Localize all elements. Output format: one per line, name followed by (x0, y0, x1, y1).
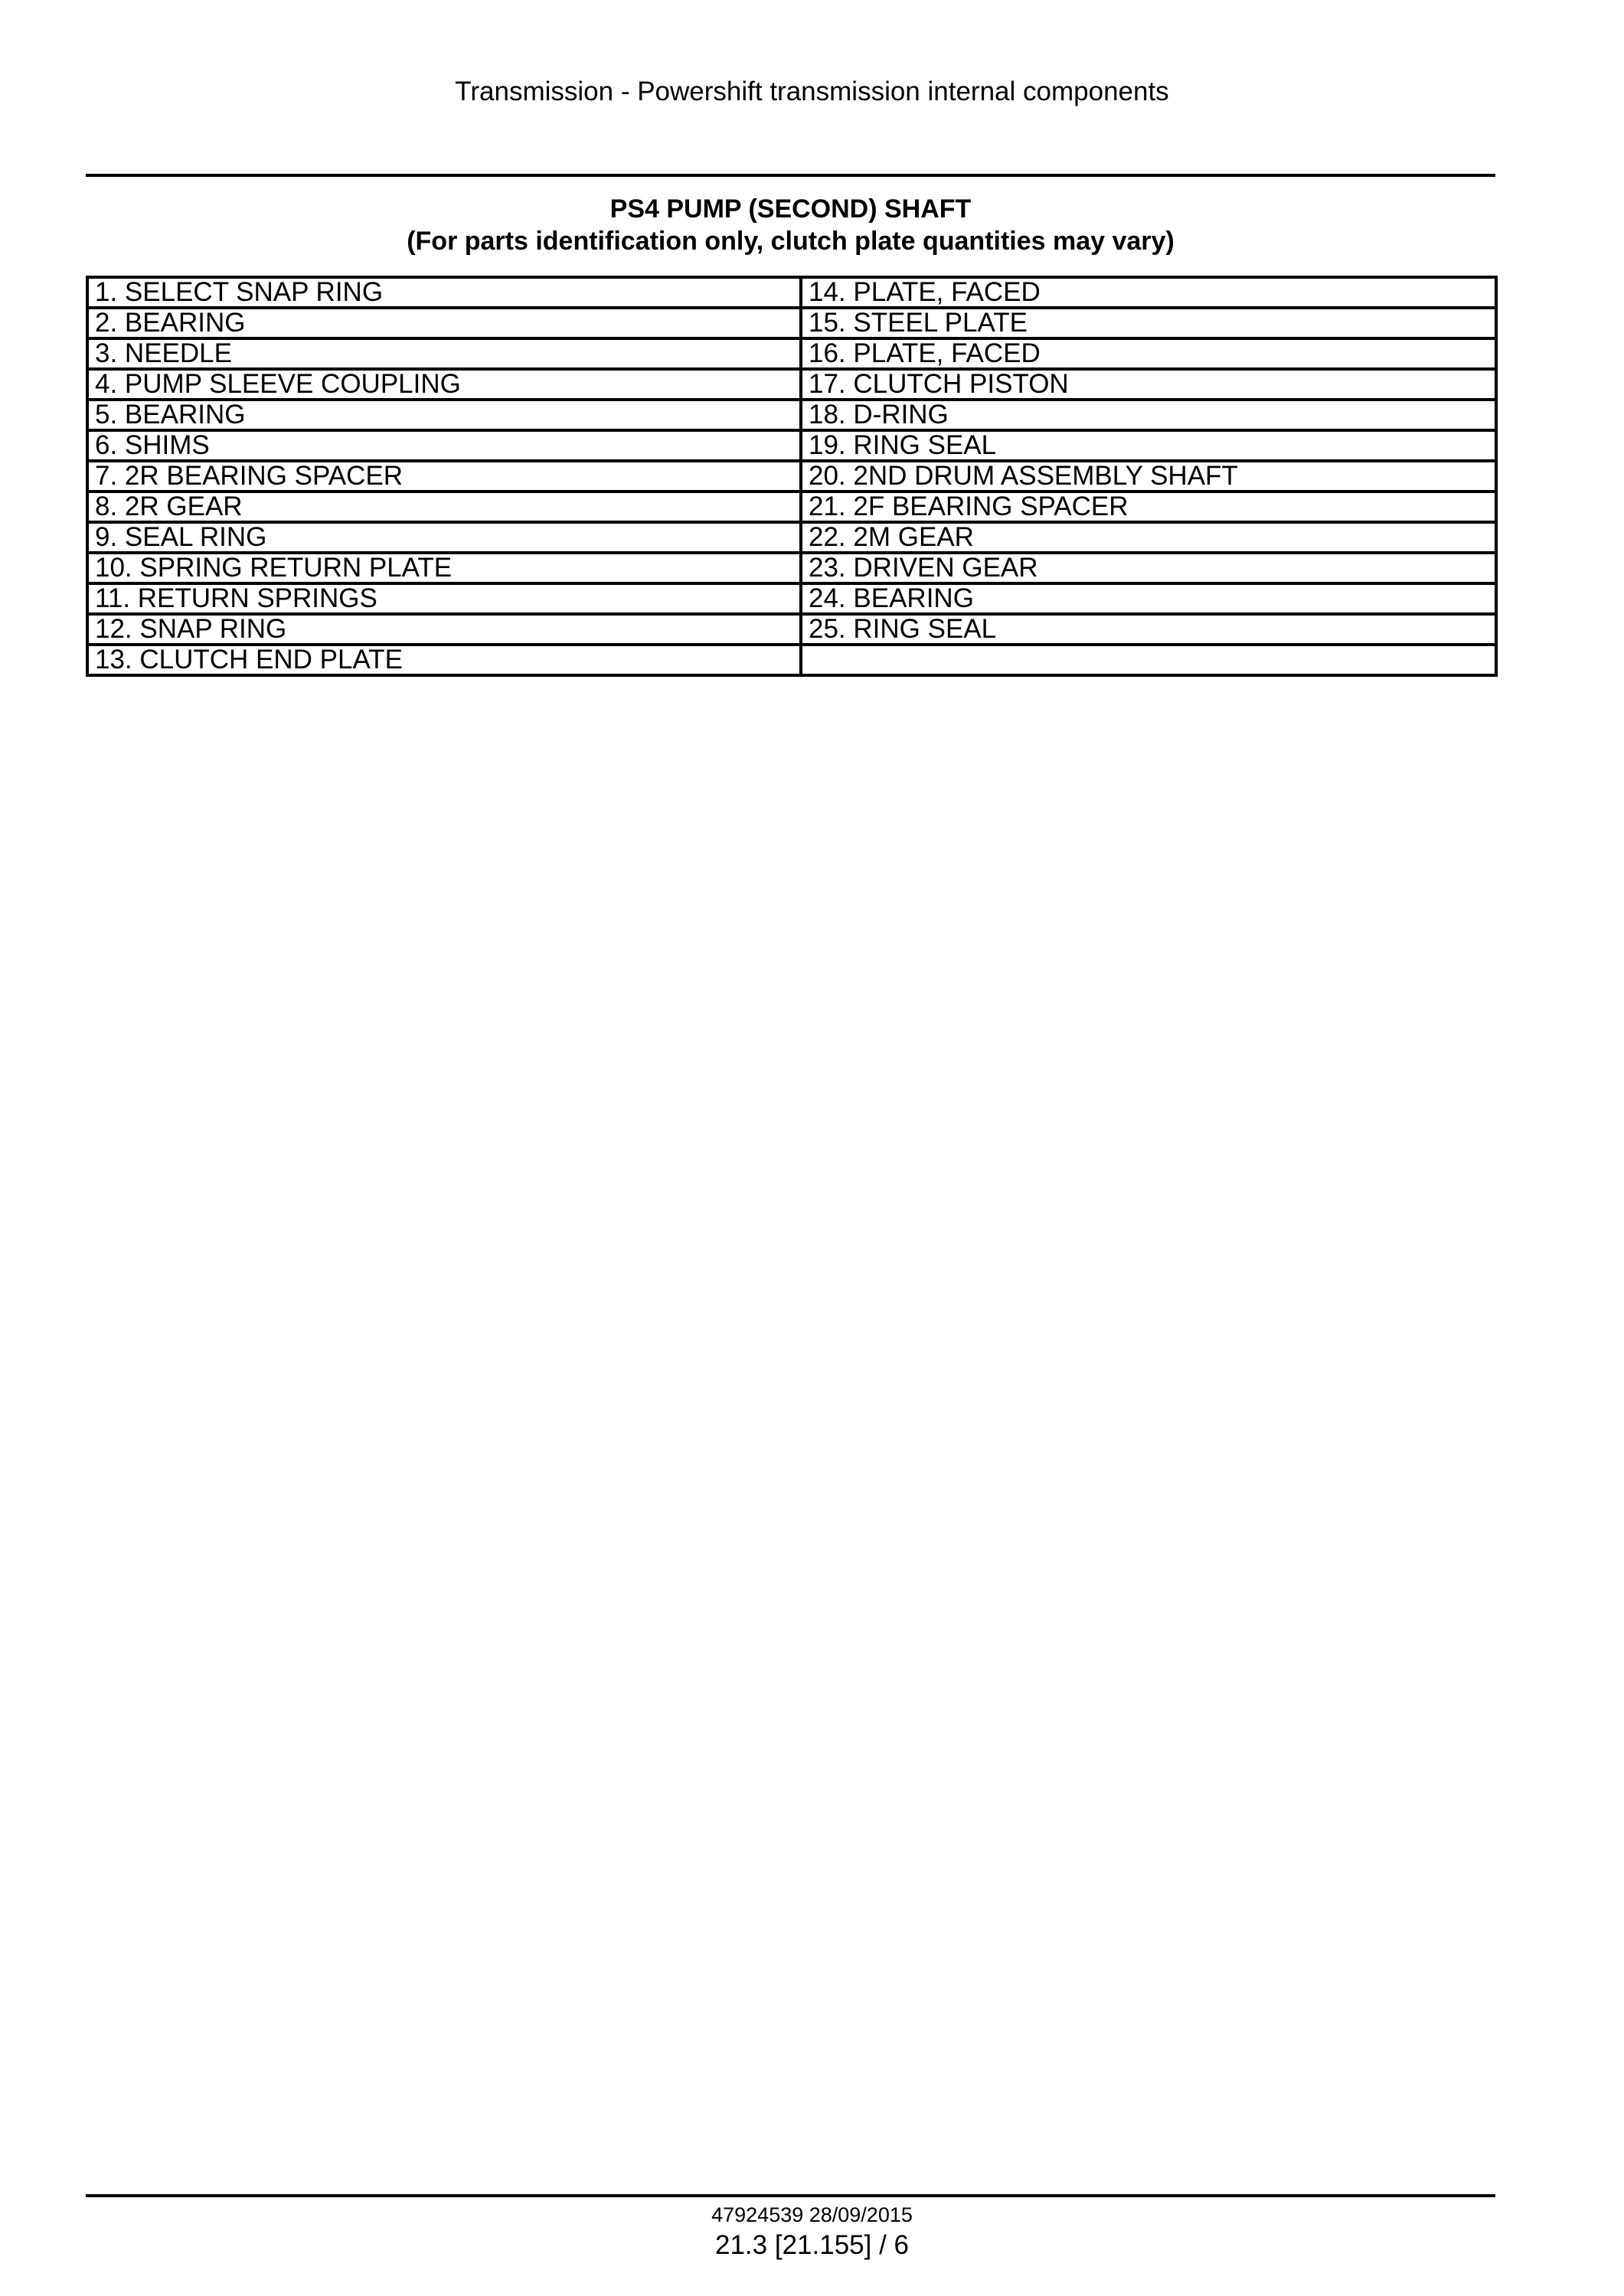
table-row (87, 583, 1496, 614)
table-row (87, 645, 1496, 675)
parts-table-body (87, 277, 1496, 675)
table-row (87, 369, 1496, 400)
part-cell-right: 20. 2ND DRUM ASSEMBLY SHAFT (801, 461, 1496, 492)
part-cell-left: 9. SEAL RING (87, 522, 801, 553)
footer-page-number: 21.3 [21.155] / 6 (715, 2230, 909, 2260)
table-row (87, 522, 1496, 553)
part-cell-right: 23. DRIVEN GEAR (801, 553, 1496, 583)
table-row (87, 461, 1496, 492)
table-row (87, 492, 1496, 522)
part-cell-left: 5. BEARING (87, 400, 801, 430)
part-cell-left: 10. SPRING RETURN PLATE (87, 553, 801, 583)
part-cell-right: 24. BEARING (801, 583, 1496, 614)
part-cell-right: 17. CLUTCH PISTON (801, 369, 1496, 400)
part-cell-right: 25. RING SEAL (801, 614, 1496, 645)
part-cell-right: 16. PLATE, FACED (801, 338, 1496, 369)
part-cell-right: 18. D-RING (801, 400, 1496, 430)
table-row (87, 308, 1496, 338)
part-cell-right: 19. RING SEAL (801, 430, 1496, 461)
part-cell-left: 4. PUMP SLEEVE COUPLING (87, 369, 801, 400)
table-row (87, 277, 1496, 308)
table-row (87, 553, 1496, 583)
part-cell-left: 11. RETURN SPRINGS (87, 583, 801, 614)
part-cell-left: 6. SHIMS (87, 430, 801, 461)
header-divider (86, 174, 1495, 177)
part-cell-right: 22. 2M GEAR (801, 522, 1496, 553)
footer-divider (86, 2194, 1495, 2197)
part-cell-left: 7. 2R BEARING SPACER (87, 461, 801, 492)
section-title: PS4 PUMP (SECOND) SHAFT (609, 194, 972, 224)
section-title-block (86, 193, 1495, 257)
part-cell-right: 21. 2F BEARING SPACER (801, 492, 1496, 522)
part-cell-left: 12. SNAP RING (87, 614, 801, 645)
part-cell-right: 15. STEEL PLATE (801, 308, 1496, 338)
part-cell-left: 3. NEEDLE (87, 338, 801, 369)
page-header-title: Transmission - Powershift transmission internal components (455, 77, 1169, 106)
part-cell-left: 1. SELECT SNAP RING (87, 277, 801, 308)
table-row (87, 614, 1496, 645)
footer-document-reference: 47924539 28/09/2015 (711, 2203, 913, 2226)
part-cell-right: 14. PLATE, FACED (801, 277, 1496, 308)
table-row (87, 430, 1496, 461)
parts-table (86, 276, 1498, 677)
part-cell-left: 8. 2R GEAR (87, 492, 801, 522)
part-cell-left: 13. CLUTCH END PLATE (87, 645, 801, 675)
table-row (87, 400, 1496, 430)
part-cell-right (801, 645, 1496, 675)
section-subtitle: (For parts identification only, clutch plate quantities may vary) (407, 227, 1175, 256)
part-cell-left: 2. BEARING (87, 308, 801, 338)
table-row (87, 338, 1496, 369)
